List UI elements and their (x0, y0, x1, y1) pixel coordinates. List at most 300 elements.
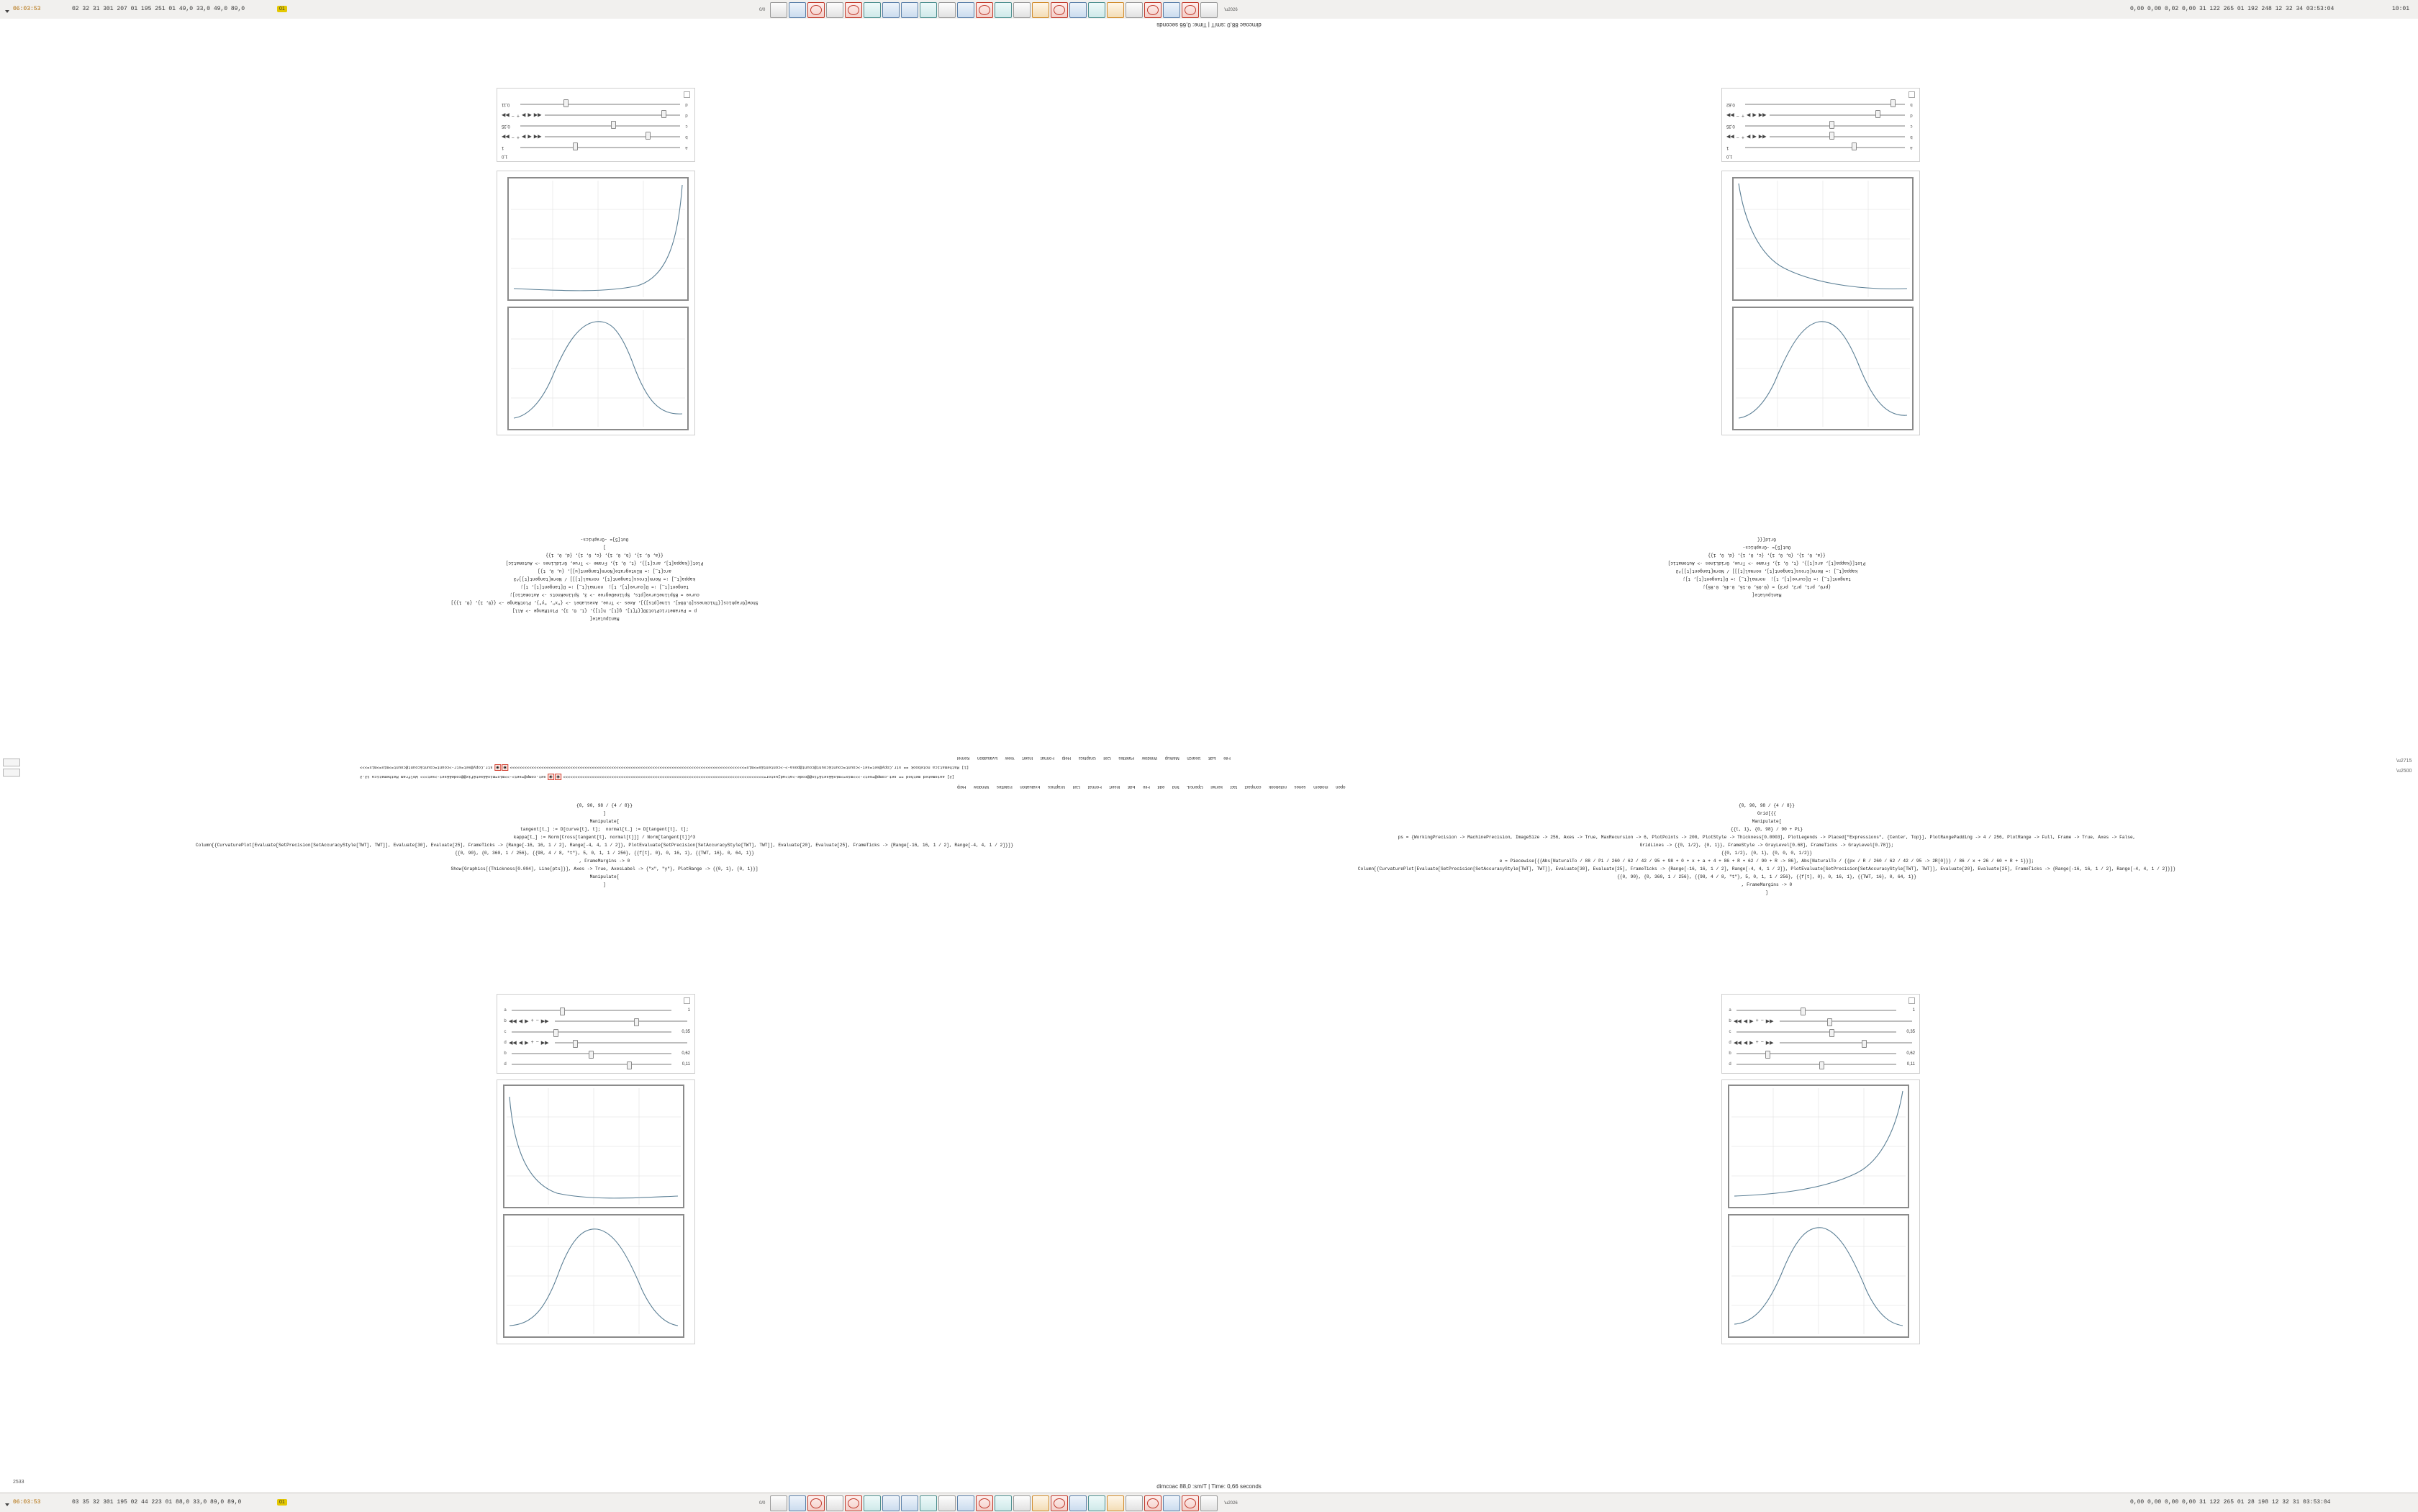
task-item[interactable] (864, 2, 881, 18)
manipulate-controls-row[interactable] (1726, 111, 1915, 120)
manipulate-row[interactable] (1726, 1027, 1915, 1036)
code-line[interactable]: kappa[t_] := Norm[Cross[tangent[t], normal[t]]] / Norm[tangent[t]]^3 (513, 835, 696, 840)
manipulate-value-a2: 1,0 (1726, 154, 1733, 158)
increase-button-8[interactable]: + (1755, 1040, 1759, 1045)
step-back-fast-button-3[interactable]: ◀◀ (1758, 134, 1767, 140)
slider-d4[interactable] (555, 1039, 687, 1046)
manipulate-row[interactable] (1726, 100, 1915, 109)
task-item[interactable] (1069, 1495, 1087, 1511)
slider-e[interactable] (520, 101, 680, 109)
taskbar[interactable] (759, 2, 1238, 18)
code-line[interactable]: {pr0, pr1, pr2, pr3} = {0.05, 0.15, 0.45, 0.85}; (1702, 584, 1831, 589)
menu-item[interactable]: edit (1157, 784, 1165, 789)
code-line[interactable]: {{t, 1}, {0, 98} / 90 + Pi} (1730, 827, 1803, 832)
graphics-group-bottom-left[interactable] (497, 994, 695, 1344)
menu-item[interactable]: kernel (1210, 784, 1223, 789)
slider-b4[interactable] (1780, 1018, 1912, 1025)
increase-button-2[interactable]: + (516, 113, 520, 118)
decrease-button-8[interactable]: − (1760, 1040, 1764, 1045)
task-item[interactable] (1032, 1495, 1049, 1511)
slider-c4[interactable] (1736, 1028, 1896, 1036)
menu-item[interactable]: Insert (1109, 784, 1120, 789)
manipulate-value-c: 0,35 (502, 124, 510, 129)
task-item[interactable] (1051, 1495, 1068, 1511)
code-line[interactable]: Plot[{kappa[t], arc[t]}, {t, 0, 1}, Frame -> True, GridLines -> Automatic] (1667, 561, 1866, 566)
task-item[interactable] (864, 1495, 881, 1511)
manipulate-label-d4: d (504, 1040, 507, 1045)
slider-a2[interactable] (1745, 145, 1905, 152)
code-line[interactable]: Plot[{kappa[t], arc[t]}, {t, 0, 1}, Frame -> True, GridLines -> Automatic] (505, 561, 704, 566)
code-line[interactable]: kappa[t_] := Norm[Cross[tangent[t], normal[t]]] / Norm[tangent[t]]^3 (1675, 569, 1858, 574)
manipulate-controls-row[interactable] (1726, 1016, 1915, 1026)
plot-curvature-3[interactable] (503, 1214, 684, 1338)
task-item[interactable] (770, 2, 787, 18)
bottom-clock: 06:03:53 (13, 1499, 41, 1506)
decrease-button-5[interactable]: − (535, 1018, 539, 1023)
slider-c[interactable] (520, 123, 680, 130)
step-back-fast-button-2[interactable]: ◀◀ (533, 112, 542, 118)
menu-item[interactable]: Window (974, 784, 990, 789)
task-item[interactable] (1126, 1495, 1143, 1511)
manipulate-panel-bottom-left[interactable] (497, 994, 695, 1074)
menu-item[interactable]: Evaluation (1020, 784, 1041, 789)
code-line[interactable]: Out[5]= -Graphics- (580, 537, 629, 542)
manipulate-panel-top-right[interactable] (1721, 88, 1920, 162)
plot-arclength-2[interactable] (1732, 177, 1914, 301)
slider-d[interactable] (545, 112, 680, 119)
manipulate-row[interactable] (1726, 1049, 1915, 1058)
menu-item[interactable]: Search (1187, 756, 1201, 760)
slider-b2[interactable] (1770, 134, 1905, 141)
menu-item[interactable]: Kernel (957, 756, 970, 760)
top-panel-bar[interactable] (0, 0, 2418, 19)
step-forward-fast-button-8[interactable]: ▶▶ (1765, 1040, 1774, 1046)
step-forward-fast-button-5[interactable]: ▶▶ (540, 1018, 549, 1024)
bottom-right-stats: 0,00 0,00 0,00 0,00 31 122 265 01 28 198 12 32 31 03:53:04 (2130, 1499, 2331, 1506)
slider-b3[interactable] (555, 1018, 687, 1025)
manipulate-value-c3: 0,35 (682, 1029, 690, 1034)
notebook-canvas[interactable] (0, 19, 2418, 1493)
manipulate-label-c: c (685, 124, 688, 129)
task-item[interactable] (995, 2, 1012, 18)
code-column-top-right[interactable] (1216, 537, 2317, 597)
code-line[interactable]: kappa[t_] := Norm[Cross[tangent[t], normal[t]]] / Norm[tangent[t]]^3 (513, 576, 696, 581)
code-line[interactable]: Manipulate[ (1752, 819, 1782, 824)
manipulate-value-d: 0,11 (502, 102, 510, 107)
task-item[interactable] (995, 1495, 1012, 1511)
close-icon[interactable]: \u2715 (2396, 759, 2412, 764)
code-line[interactable]: , FrameMargins -> 0 (1741, 882, 1793, 887)
decrease-button-6[interactable]: − (535, 1040, 539, 1045)
menu-arrow-icon[interactable] (4, 5, 10, 18)
menu-item[interactable]: File (1223, 756, 1231, 760)
code-line[interactable]: {0, 90, 98 / {4 / 8}} (1739, 803, 1795, 808)
menu-item[interactable]: Format (1040, 756, 1054, 760)
code-line[interactable]: ] (603, 882, 606, 887)
menu-strip-top[interactable] (957, 756, 1231, 760)
resize-handle-icon-3[interactable] (684, 997, 690, 1004)
increase-button-4[interactable]: + (1741, 113, 1744, 118)
task-item[interactable] (1107, 2, 1124, 18)
plot-curvature[interactable] (507, 307, 689, 430)
code-line[interactable]: e = Piecewise[{{Abs[NaturalTo / 88 / Pi / 260 / 62 / 42 / 95 + 98 + 0 + x + a + 4 + 86 + R + 62 / 90 + R -> 86], Abs[NaturalTo / {{px / R / 260 / 62 / 42 / 95 -> 2R[0]}} / 86 / x + 26 / 60 + R + 1}}]; (1499, 859, 2034, 864)
task-item[interactable] (1051, 2, 1068, 18)
manipulate-label-b4: b (1729, 1018, 1731, 1023)
task-item[interactable] (770, 1495, 787, 1511)
step-back-fast-button[interactable]: ◀◀ (533, 134, 542, 140)
code-column-bottom-right[interactable] (1216, 803, 2317, 895)
play-button-6[interactable]: ▶ (525, 1040, 529, 1046)
increase-button-5[interactable]: + (530, 1018, 534, 1023)
step-back-button-3[interactable]: ◀ (1752, 134, 1757, 140)
top-right-stats: 0,00 0,00 0,02 0,00 31 122 265 01 192 248 12 32 34 03:53:04 (2130, 6, 2335, 12)
manipulate-row[interactable] (502, 1049, 690, 1058)
increase-button[interactable]: + (516, 135, 520, 140)
manipulate-max-a3: 1 (687, 1008, 690, 1013)
code-line[interactable]: Manipulate[ (589, 874, 620, 879)
step-back-button-2[interactable]: ◀ (527, 112, 532, 118)
task-item[interactable] (1088, 1495, 1105, 1511)
find-result-row-1[interactable] (360, 765, 969, 770)
task-item[interactable] (1013, 2, 1031, 18)
find-result-row-2[interactable] (360, 774, 954, 779)
code-line[interactable]: Manipulate[ (589, 616, 620, 621)
resize-handle-icon[interactable] (684, 91, 690, 98)
step-forward-fast-button[interactable]: ▶▶ (502, 134, 510, 140)
task-item[interactable] (976, 1495, 993, 1511)
find-row2-prefix: [2] automated method (906, 774, 955, 779)
task-item[interactable] (1107, 1495, 1124, 1511)
code-line[interactable]: Grid[{{ (1757, 537, 1776, 542)
decrease-button-7[interactable]: − (1760, 1018, 1764, 1023)
play-button[interactable]: ▶ (521, 134, 526, 140)
minimize-icon[interactable]: \u2500 (2396, 769, 2412, 774)
task-item[interactable] (1200, 2, 1218, 18)
step-forward-fast-button-3[interactable]: ▶▶ (1726, 134, 1734, 140)
slider-b[interactable] (545, 134, 680, 141)
slider-d5[interactable] (1780, 1039, 1912, 1046)
task-item[interactable] (938, 1495, 956, 1511)
slider-c2[interactable] (1745, 123, 1905, 130)
resize-handle-icon-2[interactable] (1908, 91, 1915, 98)
graphics-group-bottom-right[interactable] (1721, 994, 1920, 1344)
task-item[interactable] (957, 2, 974, 18)
taskbar-bottom-label: 0/0 (759, 1501, 766, 1506)
menu-item[interactable]: Help (1061, 756, 1072, 760)
menu-item[interactable]: Insert (1022, 756, 1033, 760)
menu-item[interactable]: Graphics (1078, 756, 1096, 760)
task-item[interactable] (1013, 1495, 1031, 1511)
menu-item[interactable]: OpenGL (1187, 784, 1203, 789)
step-back-button-4[interactable]: ◀ (1752, 112, 1757, 118)
menu-item[interactable]: fact (1230, 784, 1238, 789)
step-back-button-5[interactable]: ◀ (518, 1018, 523, 1024)
play-button-8[interactable]: ▶ (1749, 1040, 1754, 1046)
manipulate-max-a4: 1 (1912, 1008, 1915, 1013)
manipulate-value-e3: 0,62 (682, 1051, 690, 1056)
slider-e3[interactable] (512, 1050, 671, 1057)
code-column-top-left[interactable] (101, 537, 1108, 621)
task-item[interactable] (1144, 2, 1162, 18)
manipulate-controls-row[interactable] (502, 111, 690, 120)
task-item[interactable] (1069, 2, 1087, 18)
manipulate-label-d5: d (1729, 1040, 1731, 1045)
code-line[interactable]: GridLines -> {{0, 1/2}, {0, 1}}, FrameStyle -> GrayLevel[0.68], FrameTicks -> GrayLevel[0.78]}; (1639, 843, 1894, 848)
manipulate-panel-top-left[interactable] (497, 88, 695, 162)
code-line[interactable]: Column[{CurvaturePlot[Evaluate[SetPrecision[SetAccuracyStyle[TWT], TWT]], Evaluate[30], Evaluate[25], FrameTicks -> {Range[-16, 16, 1 / 2], Range[-4, 4, 1 / 2]}, PlotEvaluate[SetPrecision[SetAccuracyStyle[TWT], TWT]], Evaluate[20], Evaluate[25], FrameTicks -> {Range[-16, 16, 1 / 2], Range[-4, 4, 1 / 2]}]} (1357, 866, 2176, 872)
taskbar-bottom-overflow[interactable]: \u2026 (1224, 1501, 1238, 1506)
manipulate-value-e2: 0,62 (1726, 102, 1735, 107)
manipulate-value-f3: 0,11 (682, 1061, 690, 1067)
manipulate-row[interactable] (502, 1027, 690, 1036)
code-line[interactable]: {0, 90, 98 / {4 / 8}} (576, 803, 633, 808)
task-item[interactable] (789, 2, 806, 18)
task-item[interactable] (1144, 1495, 1162, 1511)
menu-item[interactable]: series (1294, 784, 1306, 789)
code-line[interactable]: {{0, 90}, {0, 360, 1 / 256}, {{98, 4 / 8, "t"}, 5, 0, 1, 1 / 256}, {{f[t], 0}, 0, 16, 1}, {{TWT, 16}, 0, 64, 1}} (455, 851, 754, 856)
task-item[interactable] (1182, 1495, 1199, 1511)
code-line[interactable]: ps = {WorkingPrecision -> MachinePrecision, ImageSize -> 256, Axes -> True, MaxRecursion -> 6, PlotPoints -> 200, PlotStyle -> Thickness[0.0003], PlotLegends -> Placed["Expressions", {Center, Top}], PlotRangePadding -> 4 / 256, PlotRange -> Full, Frame -> True, Axes -> False, (1398, 835, 2136, 840)
bottom-left-stats: 03 35 32 301 195 02 44 223 01 88,0 33,0 89,0 89,0 (72, 1499, 242, 1506)
manipulate-row[interactable] (1726, 1059, 1915, 1069)
plot-arclength-4[interactable] (1728, 1085, 1909, 1208)
task-item[interactable] (1088, 2, 1105, 18)
step-back-fast-button-6[interactable]: ◀◀ (509, 1040, 517, 1046)
manipulate-controls-row[interactable] (502, 132, 690, 142)
top-right-clock: 10:01 (2391, 6, 2409, 12)
slider-a[interactable] (520, 145, 680, 152)
task-item[interactable] (901, 2, 918, 18)
increase-button-3[interactable]: + (1741, 135, 1744, 140)
task-item[interactable] (845, 2, 862, 18)
taskbar-bottom[interactable] (759, 1495, 1238, 1511)
task-item[interactable] (957, 1495, 974, 1511)
code-line[interactable]: Show[Graphics[{Thickness[0.004], Line[pts]}], Axes -> True, AxesLabel -> {"x", "y"}, PlotRange -> {{0, 1}, {0, 1}}] (450, 600, 759, 605)
manipulate-label-e3: b (504, 1051, 507, 1056)
menu-item[interactable]: Palettes (997, 784, 1013, 789)
step-back-fast-button-7[interactable]: ◀◀ (1734, 1018, 1742, 1024)
slider-f4[interactable] (1736, 1061, 1896, 1068)
find-row-prefix: [1] Mathematica notebook (910, 765, 969, 770)
step-back-button-7[interactable]: ◀ (1743, 1018, 1748, 1024)
code-line[interactable]: tangent[t_] := D[curve[t], t]; normal[t_] := D[tangent[t], t]; (1683, 576, 1851, 581)
menu-item[interactable]: Help (957, 784, 966, 789)
task-item[interactable] (807, 2, 825, 18)
resize-handle-icon-4[interactable] (1908, 997, 1915, 1004)
slider-e2[interactable] (1745, 101, 1905, 109)
code-line[interactable]: Column[{CurvaturePlot[Evaluate[SetPrecision[SetAccuracyStyle[TWT], TWT]], Evaluate[30], Evaluate[25], FrameTicks -> {Range[-16, 16, 1 / 2], Range[-4, 4, 1 / 2]}, PlotEvaluate[SetPrecision[SetAccuracyStyle[TWT], TWT]], Evaluate[20], Evaluate[25], FrameTicks -> {Range[-16, 16, 1 / 2], Range[-4, 4, 1 / 2]}]} (195, 843, 1014, 848)
menu-item[interactable]: File (1143, 784, 1150, 789)
menu-item[interactable]: find (1172, 784, 1179, 789)
slider-f3[interactable] (512, 1061, 671, 1068)
code-line[interactable]: {{0, 1/2}, {0, 1}, {0, 0, 0, 1/2}} (1721, 851, 1813, 856)
task-item[interactable] (789, 1495, 806, 1511)
find-match-highlight[interactable]: ◉ (503, 765, 507, 770)
manipulate-label-b2: b (1910, 135, 1913, 140)
code-line[interactable]: ] (603, 811, 606, 816)
manipulate-row[interactable] (502, 1005, 690, 1015)
menu-arrow-icon-2[interactable] (4, 1498, 10, 1511)
step-back-button[interactable]: ◀ (527, 134, 532, 140)
code-line[interactable]: Manipulate[ (589, 819, 620, 824)
slider-d2[interactable] (1770, 112, 1905, 119)
find-row2-suffix: set.comp@=set>->>mix=mix&&set&fix@@code&&set->set>>> Wolfram Mathematica 12.2 (360, 774, 546, 779)
manipulate-row[interactable] (502, 122, 690, 131)
task-item[interactable] (1163, 2, 1180, 18)
top-left-stats: 02 32 31 301 207 01 195 251 01 49,0 33,0 49,0 89,0 (72, 6, 245, 12)
plot-curvature-2[interactable] (1732, 307, 1914, 430)
code-line[interactable]: Show[Graphics[{Thickness[0.004], Line[pts]}], Axes -> True, AxesLabel -> {"x", "y"}, PlotRange -> {{0, 1}, {0, 1}}] (450, 866, 759, 872)
graphics-group-top-right[interactable] (1721, 88, 1920, 435)
manipulate-label-a: a (685, 145, 688, 150)
manipulate-controls-row[interactable] (1726, 132, 1915, 142)
step-back-fast-button-8[interactable]: ◀◀ (1734, 1040, 1742, 1046)
task-item[interactable] (882, 1495, 900, 1511)
menu-item[interactable]: Edit (1128, 784, 1136, 789)
decrease-button-3[interactable]: − (1736, 135, 1739, 140)
decrease-button[interactable]: − (511, 135, 515, 140)
manipulate-controls-row[interactable] (502, 1038, 690, 1047)
menu-item[interactable]: Evaluation (977, 756, 998, 760)
increase-button-7[interactable]: + (1755, 1018, 1759, 1023)
task-item[interactable] (845, 1495, 862, 1511)
edge-widget[interactable] (3, 769, 20, 777)
menu-item[interactable]: Markup (1164, 756, 1179, 760)
code-line[interactable]: {{0, 90}, {0, 360, 1 / 256}, {{98, 4 / 8, "t"}, 5, 0, 1, 1 / 256}, {{f[t], 0}, 0, 16, 1}, {{TWT, 16}, 0, 64, 1}} (1617, 874, 1916, 879)
play-button-3[interactable]: ▶ (1746, 134, 1751, 140)
manipulate-label-b3: b (504, 1018, 507, 1023)
step-back-fast-button-5[interactable]: ◀◀ (509, 1018, 517, 1024)
task-item[interactable] (1182, 2, 1199, 18)
manipulate-value-e4: 0,62 (1906, 1051, 1915, 1056)
manipulate-controls-row[interactable] (502, 1016, 690, 1026)
find-match-highlight[interactable]: ◉ (556, 774, 560, 779)
code-column-bottom-left[interactable] (101, 803, 1108, 887)
code-line[interactable]: {{a, 0, 1}, {b, 0, 1}, {c, 0, 1}, {d, 0, 1}} (545, 553, 664, 558)
manipulate-label-c4: c (1729, 1029, 1731, 1034)
menu-item[interactable]: notebook (1269, 784, 1287, 789)
manipulate-row[interactable] (1726, 122, 1915, 131)
manipulate-row[interactable] (502, 1059, 690, 1069)
code-line[interactable]: ] (1765, 890, 1768, 895)
plot-arclength-3[interactable] (503, 1085, 684, 1208)
step-forward-fast-button-2[interactable]: ▶▶ (502, 112, 510, 118)
find-match-highlight[interactable]: ◉ (495, 765, 499, 770)
manipulate-label-d: d (685, 113, 688, 118)
menu-item[interactable]: Cell (1103, 756, 1111, 760)
menu-item[interactable]: Graphics (1048, 784, 1066, 789)
manipulate-row[interactable] (502, 143, 690, 153)
step-forward-fast-button-6[interactable]: ▶▶ (540, 1040, 549, 1046)
slider-c3[interactable] (512, 1028, 671, 1036)
task-item[interactable] (920, 2, 937, 18)
task-item[interactable] (826, 1495, 843, 1511)
manipulate-row[interactable] (502, 100, 690, 109)
decrease-button-4[interactable]: − (1736, 113, 1739, 118)
task-item[interactable] (976, 2, 993, 18)
task-item[interactable] (1126, 2, 1143, 18)
graphics-group-top-left[interactable] (497, 88, 695, 435)
increase-button-6[interactable]: + (530, 1040, 534, 1045)
menu-item[interactable]: Format (1087, 784, 1102, 789)
menu-item[interactable]: Edit (1208, 756, 1216, 760)
code-line[interactable]: ] (603, 545, 606, 550)
code-line[interactable]: curve = BSplineCurve[pts, SplineDegree -> 3, SplineKnots -> Automatic]; (510, 592, 699, 597)
code-line[interactable]: Out[5]= -Graphics- (1742, 545, 1791, 550)
plot-curvature-4[interactable] (1728, 1214, 1909, 1338)
slider-a3[interactable] (512, 1007, 671, 1014)
task-item[interactable] (882, 2, 900, 18)
menu-item[interactable]: modern (1313, 784, 1328, 789)
play-button-7[interactable]: ▶ (1749, 1018, 1754, 1024)
step-back-button-8[interactable]: ◀ (1743, 1040, 1748, 1046)
task-item[interactable] (1163, 1495, 1180, 1511)
task-item[interactable] (920, 1495, 937, 1511)
find-row2-body: == set.comp@=set>->>>mix=>mix&&set&fix@@code->at>adjustor=>>>>>>>>>>>>>>>>>>>>>>>>>>>>>>>>>>>>>>>>>>>>>>>>>>>>>>>>>>>>>>>>>>>>>>>>>>>>>>>>>>> (563, 774, 904, 779)
code-line[interactable]: arc[t_] := NIntegrate[Norm[tangent[u]], {u, 0, t}] (538, 569, 671, 574)
step-back-fast-button-4[interactable]: ◀◀ (1758, 112, 1767, 118)
task-item[interactable] (1200, 1495, 1218, 1511)
slider-e4[interactable] (1736, 1050, 1896, 1057)
play-button-4[interactable]: ▶ (1746, 112, 1751, 118)
manipulate-max-a: 1 (502, 145, 504, 150)
manipulate-controls-row[interactable] (1726, 1038, 1915, 1047)
menu-item[interactable]: Palettes (1118, 756, 1135, 760)
step-back-button-6[interactable]: ◀ (518, 1040, 523, 1046)
menu-item[interactable]: compact (1244, 784, 1262, 789)
code-line[interactable]: tangent[t_] := D[curve[t], t]; normal[t_] := D[tangent[t], t]; (520, 584, 689, 589)
task-item[interactable] (901, 1495, 918, 1511)
step-forward-fast-button-7[interactable]: ▶▶ (1765, 1018, 1774, 1024)
plot-arclength[interactable] (507, 177, 689, 301)
code-line[interactable]: tangent[t_] := D[curve[t], t]; normal[t_] := D[tangent[t], t]; (520, 827, 689, 832)
task-item[interactable] (807, 1495, 825, 1511)
manipulate-label-c3: c (504, 1029, 507, 1034)
manipulate-panel-bottom-right[interactable] (1721, 994, 1920, 1074)
play-button-5[interactable]: ▶ (525, 1018, 529, 1024)
step-forward-fast-button-4[interactable]: ▶▶ (1726, 112, 1734, 118)
menu-item[interactable]: open (1336, 784, 1346, 789)
window-title: dimcoac 88,0 :sm/T | Time: 0,66 seconds (1156, 22, 1262, 28)
menu-item[interactable]: View (1005, 756, 1015, 760)
code-line[interactable]: Grid[{{ (1757, 811, 1776, 816)
manipulate-value-a: 1,0 (502, 154, 508, 158)
menu-strip-bottom[interactable] (957, 784, 1346, 789)
task-item[interactable] (826, 2, 843, 18)
edge-widget[interactable] (3, 759, 20, 766)
manipulate-row[interactable] (1726, 143, 1915, 153)
bottom-panel-bar[interactable] (0, 1493, 2418, 1512)
slider-a4[interactable] (1736, 1007, 1896, 1014)
task-item[interactable] (1032, 2, 1049, 18)
top-left-badge: 01 (277, 6, 287, 12)
code-line[interactable]: {{a, 0, 1}, {b, 0, 1}, {c, 0, 1}, {d, 0, 1}} (1708, 553, 1826, 558)
find-strip[interactable] (0, 753, 2418, 793)
top-clock: 06:03:53 (13, 6, 41, 12)
find-row-body: == str.Copy@set=set->count=count&count@count@posa->->content&s=>mix=>>>>>>>>>>>>>>>>>>>>>>>>>>>>>>>>>>>>>>>>>>>>>>>>>>>>>>>>>>>>>>>>>>>>>>>>>>>>>>>>>>>>>>>>>>>>>>>>> (510, 765, 909, 770)
taskbar-overflow[interactable]: \u2026 (1224, 8, 1238, 12)
play-button-2[interactable]: ▶ (521, 112, 526, 118)
menu-item[interactable]: Cell (1072, 784, 1081, 789)
manipulate-row[interactable] (1726, 1005, 1915, 1015)
code-line[interactable]: p = ParametricPlot3D[{f[t], g[t], h[t]}, {t, 0, 1}, PlotRange -> All] (512, 608, 697, 613)
task-item[interactable] (938, 2, 956, 18)
code-line[interactable]: Manipulate[ (1752, 592, 1782, 597)
menu-item[interactable]: Window (1141, 756, 1158, 760)
decrease-button-2[interactable]: − (511, 113, 515, 118)
find-match-highlight[interactable]: ◉ (548, 774, 553, 779)
code-line[interactable]: , FrameMargins -> 0 (579, 859, 630, 864)
